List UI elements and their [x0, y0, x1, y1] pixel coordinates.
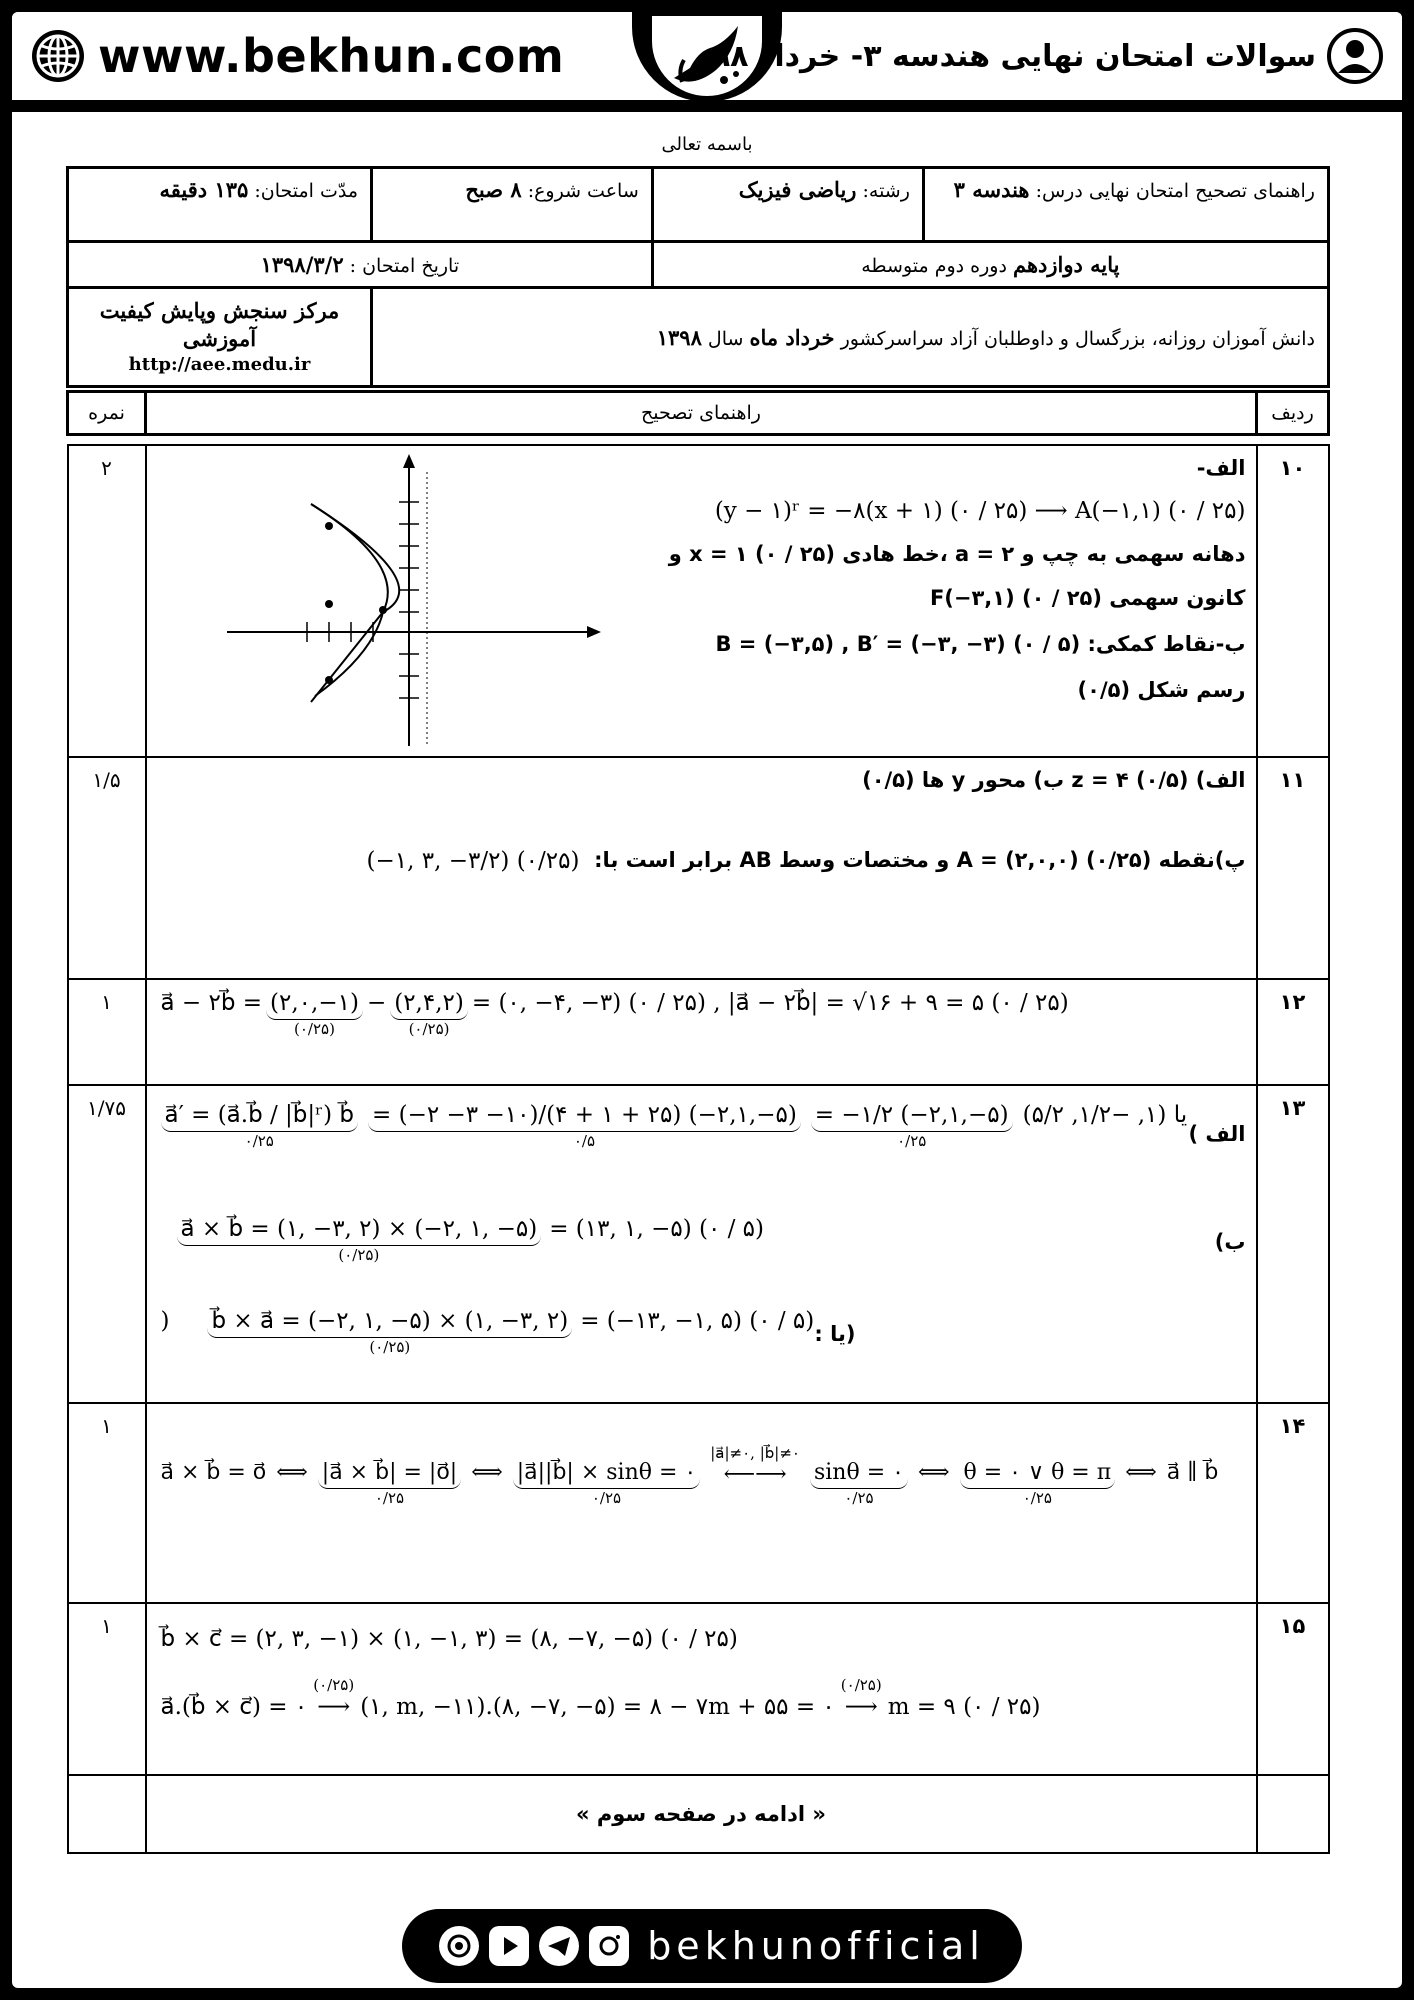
q10-equation: (y − ۱)ʳ = −۸(x + ۱) (۰ / ۲۵) ⟶ A(−۱,۱) (۰ / ۲۵)	[714, 498, 1246, 524]
q13-p1a: a⃗′ = (a⃗.b⃗ / |b⃗|ʳ) b⃗	[161, 1102, 359, 1132]
q10-number: ۱۰	[1257, 445, 1329, 757]
q11-line2a: پ)نقطه A = (۲,۰,۰) (۰/۲۵) و مختصات وسط AB برابر است با:	[594, 848, 1246, 872]
q13-close: )	[160, 1308, 170, 1334]
q12-p1: (۲,۰,−۱)	[266, 990, 363, 1020]
q12-answer: a⃗ − ۲b⃗ = (۲,۰,−۱) (۰/۲۵) − (۲,۴,۲) (۰/۲۵) = (۰, −۴, −۳) (۰ / ۲۵) , |a⃗ − ۲b⃗| = √۱۶ + ۹ = ۵ (۰ / ۲۵)	[146, 979, 1257, 1085]
q13-number: ۱۳	[1257, 1085, 1329, 1403]
answer-table	[66, 390, 1330, 1854]
header-guide: راهنمای تصحیح	[146, 392, 1257, 435]
q14-e6: a⃗ ∥ b⃗	[1166, 1460, 1219, 1485]
header-score: نمره	[68, 392, 146, 435]
start-time-cell: ساعت شروع: ۸ صبح	[372, 168, 653, 242]
site-link[interactable]	[30, 26, 564, 86]
grade-cell: پایه دوازدهم دوره دوم متوسطه	[652, 242, 1328, 288]
continue-note: « ادامه در صفحه سوم »	[146, 1775, 1257, 1853]
q14-e3: |a⃗||b⃗| × sinθ = ۰	[513, 1460, 701, 1489]
q10-line5: رسم شکل (۰/۵)	[1077, 678, 1246, 702]
q14-score: ۱	[68, 1403, 146, 1603]
header-bar	[12, 12, 1402, 108]
exam-info-table	[66, 166, 1330, 388]
q14-answer: a⃗ × b⃗ = o⃗ ⟺ |a⃗ × b⃗| = |o⃗| ۰/۲۵ ⟺ |a⃗||b⃗| × sinθ = ۰ ۰/۲۵ |a⃗|≠۰, |b⃗|≠۰ ⟵⟶ sinθ = ۰ ۰/۲۵ ⟺ θ = ۰ ∨ θ = π ۰/۲۵ ⟺ a⃗ ∥ b⃗	[146, 1403, 1257, 1603]
q14-e1: a⃗ × b⃗ = o⃗	[160, 1460, 267, 1485]
q10-line2: دهانه سهمی به چپ و a = ۲ ،خط هادی x = ۱ (۰ / ۲۵) و	[668, 542, 1246, 566]
q10-line4: ب-نقاط کمکی: B = (−۳,۵) , B′ = (−۳, −۳) (۰ / ۵)	[715, 632, 1246, 656]
q14-cond: |a⃗|≠۰, |b⃗|≠۰	[710, 1444, 800, 1462]
q10-alef: الف-	[1196, 456, 1246, 480]
social-handle[interactable]: bekhunofficial	[647, 1924, 985, 1968]
date-cell: تاریخ امتحان : ۱۳۹۸/۳/۲	[68, 242, 653, 288]
parabola-graph	[187, 454, 607, 754]
q10-answer	[146, 445, 1257, 757]
q15-score: ۱	[68, 1603, 146, 1775]
q13-alef: الف )	[1188, 1122, 1246, 1146]
exam-page	[12, 12, 1402, 1988]
q14-e2: |a⃗ × b⃗| = |o⃗|	[318, 1460, 461, 1489]
q11-line1: الف) z = ۴ (۰/۵) ب) محور y ها (۰/۵)	[862, 768, 1246, 792]
q13-p1b: = (−۲ −۳ −۱۰)/(۴ + ۱ + ۲۵) (−۲,۱,−۵)	[368, 1102, 801, 1132]
youtube-icon[interactable]	[489, 1926, 529, 1966]
q11-score: ۱/۵	[68, 757, 146, 979]
q11-answer	[146, 757, 1257, 979]
q15-arrow-note-2: (۰/۲۵)	[840, 1676, 882, 1694]
header-divider	[12, 108, 1402, 112]
q12-s2: (۰/۲۵)	[408, 1020, 450, 1038]
table-header-row	[68, 392, 1329, 435]
user-icon[interactable]	[1326, 27, 1384, 85]
question-11-row	[68, 757, 1329, 979]
q14-e4: sinθ = ۰	[810, 1460, 908, 1489]
q15-line1: b⃗ × c⃗ = (۲, ۳, −۱) × (۱, −۱, ۳) = (۸, −۷, −۵) (۰ / ۲۵)	[160, 1626, 738, 1652]
basmeh: باسمه تعالی	[661, 134, 753, 155]
q13-p2b: = (۱۳, ۱, −۵) (۰ / ۵)	[549, 1216, 764, 1242]
q11-line2b: (−۱, ۳, −۳/۲) (۰/۲۵)	[366, 848, 580, 874]
q13-p3b: = (−۱۳, −۱, ۵) (۰ / ۵)	[580, 1308, 815, 1334]
q15-arrow-note-1: (۰/۲۵)	[313, 1676, 355, 1694]
q13-answer: الف ) a⃗′ = (a⃗.b⃗ / |b⃗|ʳ) b⃗ ۰/۲۵ = (−۲ −۳ −۱۰)/(۴ + ۱ + ۲۵) (−۲,۱,−۵) ۰/۵ = −۱/۲ (−۲,۱,−۵) ۰/۲۵ یا (۱, −۱/۲, ۵/۲) ب) a⃗ × b⃗ = (۱, −۳, ۲) × (−۲, ۱, −۵) (۰/۲۵) = (۱۳, ۱, −۵) (۰ / ۵) (یا : ) b⃗ × a⃗ = (−۲, ۱, −۵) × (۱, −۳, ۲) (۰/۲۵) = (−۱۳, −۱, ۵) (۰ / ۵)	[146, 1085, 1257, 1403]
field-cell: رشته: ریاضی فیزیک	[652, 168, 923, 242]
question-13-row	[68, 1085, 1329, 1403]
question-14-row	[68, 1403, 1329, 1603]
q11-number: ۱۱	[1257, 757, 1329, 979]
q15-line2a: a⃗.(b⃗ × c⃗) = ۰	[160, 1694, 308, 1720]
question-10-row	[68, 445, 1329, 757]
students-cell: دانش آموزان روزانه، بزرگسال و داوطلبان آزاد سراسرکشور خرداد ماه سال ۱۳۹۸	[372, 288, 1329, 387]
q13-score: ۱/۷۵	[68, 1085, 146, 1403]
podcast-icon[interactable]	[439, 1926, 479, 1966]
q12-s1: (۰/۲۵)	[294, 1020, 335, 1038]
social-footer	[402, 1909, 1022, 1983]
site-url: www.bekhun.com	[98, 29, 565, 83]
question-15-row	[68, 1603, 1329, 1775]
q12-rhs: = (۰, −۴, −۳) (۰ / ۲۵) , |a⃗ − ۲b⃗| = √۱۶ + ۹ = ۵ (۰ / ۲۵)	[471, 990, 1069, 1016]
continue-row	[68, 1775, 1329, 1853]
q10-line3: کانون سهمی F(−۳,۱) (۰ / ۲۵)	[929, 586, 1246, 610]
q13-p3a: b⃗ × a⃗ = (−۲, ۱, −۵) × (۱, −۳, ۲)	[207, 1308, 572, 1338]
q15-line2b: (۱, m, −۱۱).(۸, −۷, −۵) = ۸ − ۷m + ۵۵ = ۰	[360, 1694, 835, 1720]
q12-number: ۱۲	[1257, 979, 1329, 1085]
q13-p2a: a⃗ × b⃗ = (۱, −۳, ۲) × (−۲, ۱, −۵)	[177, 1216, 542, 1246]
telegram-icon[interactable]	[539, 1926, 579, 1966]
q12-score: ۱	[68, 979, 146, 1085]
course-cell: راهنمای تصحیح امتحان نهایی درس: هندسه ۳	[923, 168, 1328, 242]
q14-number: ۱۴	[1257, 1403, 1329, 1603]
q13-p1d: یا (۱, −۱/۲, ۵/۲)	[1022, 1102, 1188, 1128]
q12-p2: (۲,۴,۲)	[390, 990, 468, 1020]
center-cell	[68, 288, 372, 387]
header-row-number: ردیف	[1257, 392, 1329, 435]
instagram-icon[interactable]	[589, 1926, 629, 1966]
q13-p1c: = −۱/۲ (−۲,۱,−۵)	[811, 1102, 1013, 1132]
center-name: مرکز سنجش وپایش کیفیت آموزشی	[99, 298, 340, 351]
q10-score: ۲	[68, 445, 146, 757]
q13-be: ب)	[1214, 1230, 1246, 1254]
center-url[interactable]: http://aee.medu.ir	[128, 354, 311, 376]
exam-title: سوالات امتحان نهایی هندسه ۳- خرداد ۹۸	[711, 38, 1316, 74]
question-12-row	[68, 979, 1329, 1085]
q12-lhs: a⃗ − ۲b⃗ =	[160, 990, 263, 1016]
q14-e5: θ = ۰ ∨ θ = π	[960, 1460, 1116, 1489]
exam-title-block	[712, 26, 1384, 86]
q15-number: ۱۵	[1257, 1603, 1329, 1775]
globe-icon	[30, 28, 86, 84]
duration-cell: مدّت امتحان: ۱۳۵ دقیقه	[68, 168, 372, 242]
q15-line2c: m = ۹ (۰ / ۲۵)	[887, 1694, 1041, 1720]
q15-answer: b⃗ × c⃗ = (۲, ۳, −۱) × (۱, −۱, ۳) = (۸, −۷, −۵) (۰ / ۲۵) a⃗.(b⃗ × c⃗) = ۰ (۰/۲۵) ⟶ (۱, m, −۱۱).(۸, −۷, −۵) = ۸ − ۷m + ۵۵ = ۰ (۰/۲۵) ⟶ m = ۹ (۰ / ۲۵)	[146, 1603, 1257, 1775]
q13-or: (یا :	[814, 1322, 856, 1346]
